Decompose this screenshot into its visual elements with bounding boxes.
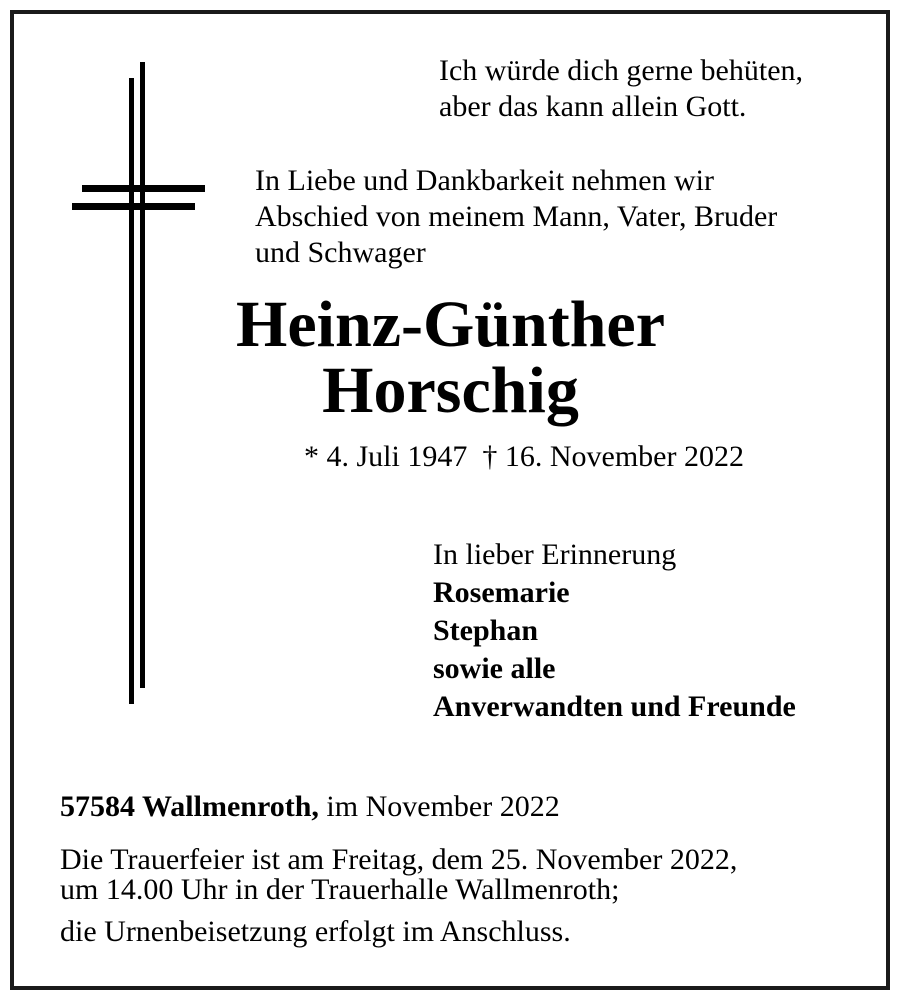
intro-line-1: In Liebe und Dankbarkeit nehmen wir <box>255 164 715 197</box>
deceased-last-name: Horschig <box>322 354 579 427</box>
place-date: im November 2022 <box>326 790 560 823</box>
ceremony-line-1: Die Trauerfeier ist am Freitag, dem 25. November 2022, <box>60 843 738 876</box>
place-date-line <box>60 789 560 825</box>
death-date: † 16. November 2022 <box>482 440 744 473</box>
ceremony-line-2: um 14.00 Uhr in der Trauerhalle Wallmenroth; <box>60 873 620 906</box>
motto-line-2: aber das kann allein Gott. <box>439 90 747 123</box>
deceased-first-name: Heinz-Günther <box>236 288 665 361</box>
intro-line-2: Abschied von meinem Mann, Vater, Bruder <box>255 200 778 233</box>
mourner-name: sowie alle <box>433 652 556 685</box>
motto-line-1: Ich würde dich gerne behüten, <box>439 54 804 87</box>
mourner-name: Stephan <box>433 614 539 647</box>
intro-line-3: und Schwager <box>255 236 426 269</box>
life-dates <box>304 439 744 475</box>
place-location: 57584 Wallmenroth, <box>60 790 319 823</box>
mourner-name: Rosemarie <box>433 576 570 609</box>
mourner-name: Anverwandten und Freunde <box>433 690 796 723</box>
birth-date: * 4. Juli 1947 <box>304 440 468 473</box>
ceremony-line-3: die Urnenbeisetzung erfolgt im Anschluss. <box>60 915 571 948</box>
mourners-intro: In lieber Erinnerung <box>433 538 677 571</box>
